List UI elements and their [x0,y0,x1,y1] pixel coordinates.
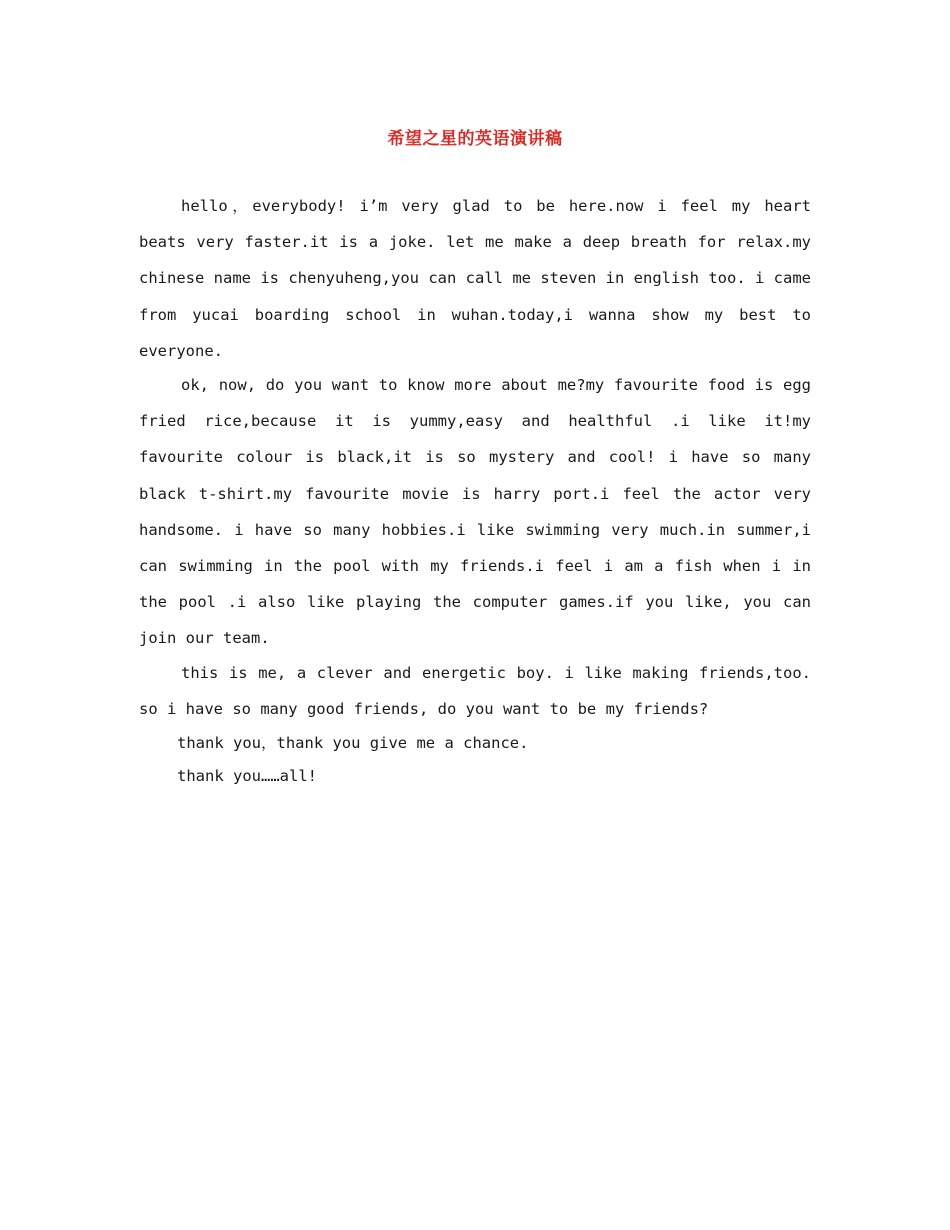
closing-line-all: thank you……all! [177,767,317,786]
paragraph-self-summary: this is me, a clever and energetic boy. i like making friends,too. so i have so many good friends, do you want to be my friends? [139,663,811,718]
closing-line-thanks: thank you，thank you give me a chance. [177,734,529,753]
document-title: 希望之星的英语演讲稿 [387,129,563,149]
document-body [139,188,811,793]
paragraph-introduction: hello，everybody! i’m very glad to be here.now i feel my heart beats very faster.it is a joke. let me make a deep breath for relax.my chinese name is chenyuheng,you can call me steven in english too. i came from yucai boarding school in wuhan.today,i wanna show my best to everyone. [139,197,811,360]
paragraph-favourites: ok, now, do you want to know more about me?my favourite food is egg fried rice,because it is yummy,easy and healthful .i like it!my favourite colour is black,it is so mystery and cool! i have so many black t-shirt.my favourite movie is harry port.i feel the actor very handsome. i have so many hobbies.i like swimming very much.in summer,i can swimming in the pool with my friends.i feel i am a fish when i in the pool .i also like playing the computer games.if you like, you can join our team. [139,376,811,648]
